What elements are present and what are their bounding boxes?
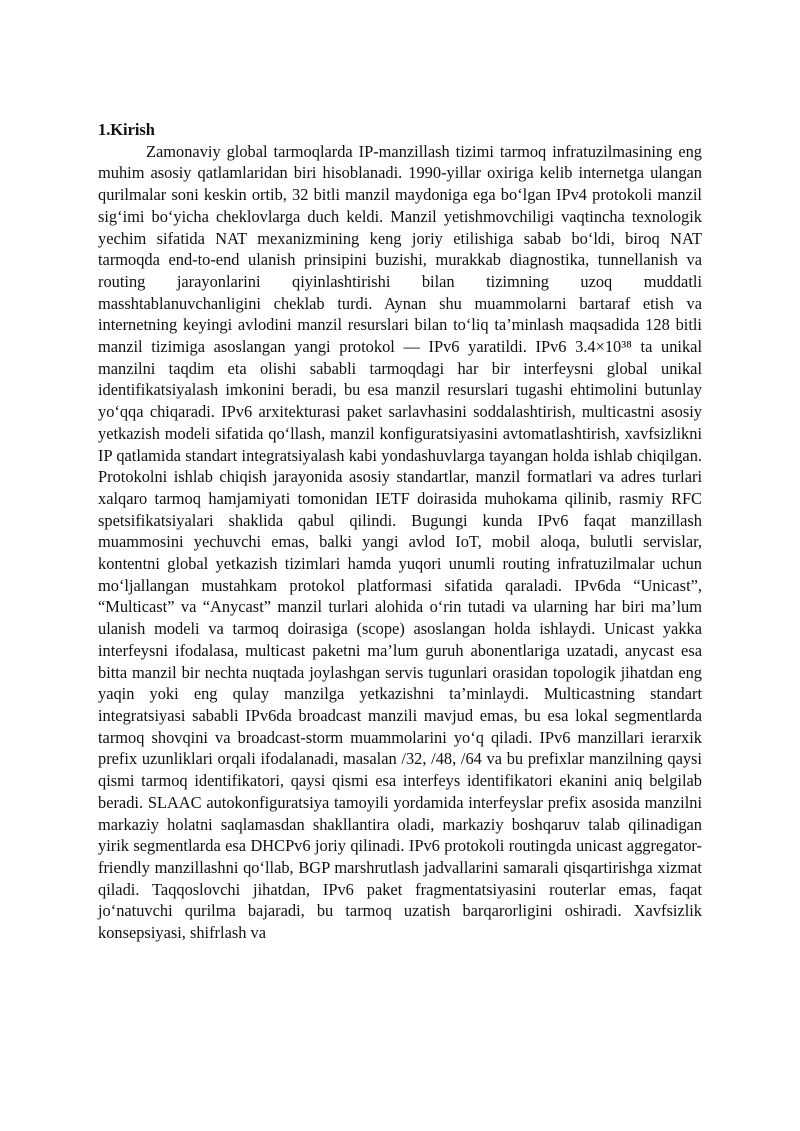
- section-paragraph: Zamonaviy global tarmoqlarda IP-manzillash tizimi tarmoq infratuzilmasining eng muhim asosiy qatlamlaridan biri hisoblanadi. 1990-yillar oxiriga kelib internetga ulangan qurilmalar soni keskin ortib, 32 bitli manzil maydoniga ega bo‘lgan IPv4 protokoli manzil sig‘imi bo‘yicha cheklovlarga duch keldi. Manzil yetishmovchiligi vaqtincha texnologik yechim sifatida NAT mexanizmining keng joriy etilishiga sabab bo‘ldi, biroq NAT tarmoqda end-to-end ulanish prinsipini buzishi, murakkab diagnostika, tunnellanish va routing jarayonlarini qiyinlashtirishi bilan tizimning uzoq muddatli masshtablanuvchanligini cheklab turdi. Aynan shu muammolarni bartaraf etish va internetning keyingi avlodini manzil resurslari bilan to‘liq ta’minlash maqsadida 128 bitli manzil tizimiga asoslangan yangi protokol — IPv6 yaratildi. IPv6 3.4×10³⁸ ta unikal manzilni taqdim eta olishi sababli tarmoqdagi har bir interfeysni global unikal identifikatsiyalash imkonini beradi, bu esa manzil resurslari tugashi ehtimolini butunlay yo‘qqa chiqaradi. IPv6 arxitekturasi paket sarlavhasini soddalashtirish, multicastni asosiy yetkazish modeli sifatida qo‘llash, manzil konfiguratsiyasini avtomatlashtirish, xavfsizlikni IP qatlamida standart integratsiyalash kabi yondashuvlarga tayangan holda ishlab chiqilgan. Protokolni ishlab chiqish jarayonida asosiy standartlar, manzil formatlari va adres turlari xalqaro tarmoq hamjamiyati tomonidan IETF doirasida muhokama qilinib, rasmiy RFC spetsifikatsiyalari shaklida qabul qilindi. Bugungi kunda IPv6 faqat manzillash muammosini yechuvchi emas, balki yangi avlod IoT, mobil aloqa, bulutli servislar, kontentni global yetkazish tizimlari hamda yuqori unumli routing infratuzilmalar uchun mo‘ljallangan mustahkam protokol platformasi sifatida qaraladi. IPv6da “Unicast”, “Multicast” va “Anycast” manzil turlari alohida o‘rin tutadi va ularning har biri ma’lum ulanish modeli va tarmoq doirasiga (scope) asoslangan holda ishlaydi. Unicast yakka interfeysni ifodalasa, multicast paketni ma’lum guruh abonentlariga uzatadi, anycast esa bitta manzil bir nechta nuqtada joylashgan servis tugunlari orasidan topologik jihatdan eng yaqin yoki eng qulay manzilga yetkazishni ta’minlaydi. Multicastning standart integratsiyasi sababli IPv6da broadcast manzili mavjud emas, bu esa lokal segmentlarda tarmoq shovqini va broadcast-storm muammolarini yo‘q qiladi. IPv6 manzillari ierarxik prefix uzunliklari orqali ifodalanadi, masalan /32, /48, /64 va bu prefixlar manzilning qaysi qismi tarmoq identifikatori, qaysi qismi esa interfeys identifikatori ekanini aniq belgilab beradi. SLAAC autokonfiguratsiya tamoyili yordamida interfeyslar prefix asosida manzilni markaziy holatni saqlamasdan shakllantira oladi, markaziy boshqaruv talab qilinadigan yirik segmentlarda esa DHCPv6 joriy qilinadi. IPv6 protokoli routingda unicast aggregator-friendly manzillashni qo‘llab, BGP marshrutlash jadvallarini samarali qisqartirishga xizmat qiladi. Taqqoslovchi jihatdan, IPv6 paket fragmentatsiyasini routerlar emas, faqat jo‘natuvchi qurilma bajaradi, bu tarmoq uzatish barqarorligini oshiradi. Xavfsizlik konsepsiyasi, shifrlash va: [98, 141, 702, 943]
- document-page: [98, 119, 702, 944]
- section-heading: 1.Kirish: [98, 120, 155, 139]
